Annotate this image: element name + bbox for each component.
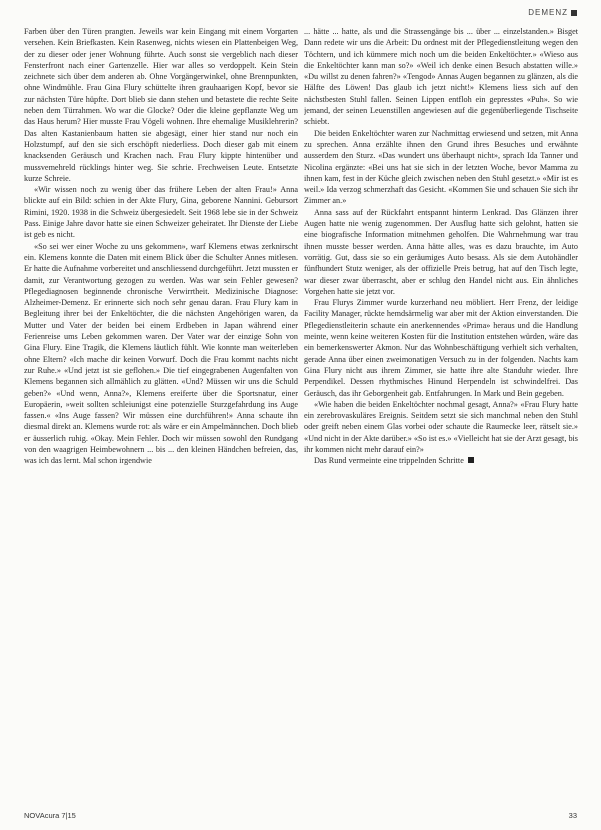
section-title: DEMENZ — [528, 8, 568, 17]
paragraph: Frau Flurys Zimmer wurde kurzerhand neu möbliert. Herr Frenz, der leidige Facility Manager, rückte hemdsärmelig war aber mit der Aktion einverstanden. Die Pflegedienstleiterin schaute ein anerkennendes «Prima» heraus und die Handlung meinte, wenn keine weiteren Kosten für die Institution entstehen würden, wäre das ein bemerkenswerter Akmon. Nur das Wohnbeschäftigung verhielt sich verhalten, gerade Anna über einen zweimonatigen Versuch zu in der folgenden. Nachts kam Gina Flury nicht aus ihrem Zimmer, sie hatte ihre alte Standuhr wieder. Ihre Perpendikel. Dessen rhythmisches Hinund Herpendeln ist schwindelfrei. Das Geräusch, das ihr Geborgenheit gab. Entfahrungen. In Mark und Bein gegeben. — [304, 298, 578, 398]
paragraph: ... hätte ... hatte, als und die Strassengänge bis ... über ... einzelstanden.» Bisget Dann redete wir uns die Arbeit: Du ordnest mit der Pflegedienstleitung wegen den Töchtern, und ich kümmere mich noch um die beiden Enkeltöchter.» «Wieso aus die Enkeltöchter kann man so?» «Weil ich denke einen Besuch abstatten wille.» «Du willst zu denen fahren?» «Tengod» Annas Augen begannen zu glänzen, als die Hälfte des Löwen! Das glaub ich jetzt nicht!» Klemens liess sich auf den nächstbesten Stuhl fallen. Seinen Lippen entfloh ein gepresstes «Puh». So wie jemand, der seinen Leuenstillen angewiesen auf die gegenüberliegende Tischseite schiebt. — [304, 27, 578, 127]
section-marker-icon — [571, 10, 577, 16]
final-paragraph — [304, 455, 578, 466]
paragraph: «So sei wer einer Woche zu uns gekommen», warf Klemens etwas zerknirscht ein. Klemens konnte die Daten mit einem Blick über die Schulter Annes mitlesen. Er hatte die Aufnahme vorbereitet und anschliessend durchgeführt. Jetzt mussten er damit, zur Verantwortung gezogen zu werden. Was war sein Fehler gewesen? Pflegediagnosen beginnende chronische Verwirrtheit. Medizinische Diagnose: Alzheimer-Demenz. Er erinnerte sich noch sehr genau daran. Frau Flury kam in Begleitung ihrer bei der Enkeltöchter, die die nächsten Angehörigen waren, da Mutter und Vater der beiden bei einem Erdbeben in Japan während einer Ferienreise ums Leben gekommen waren. Der Vater war der einzige Sohn von Gina Flury. Eine Tragik, die Klemens läutlich fühlt. Wie konnte man weiterleben ohne Eltern? «Ich mache dir keinen Vorwurf. Doch die Frau kommt nachts nicht zur Ruhe.» «Und jetzt ist sie geflohen.» Die tief eingegrabenen Augenfalten von Klemens begannen sich allmählich zu glätten. «Und? Müssen wir uns die Schuld geben?» «Und wenn, Anna?», Klemens ereiferte über die Sportsnatur, einer Europäerin, »weit sollten schleiunigst eine potenzielle Sturzgefahrdung ins Auge fassen.« «Ins Auge fassen? Wir müssen eine durchführen!» Anna schaute ihn diesmal direkt an. Klemens wurde rot: als wäre er ein Ampelmännchen. Doch blieb er äusserlich ruhig. «Okay. Mein Fehler. Doch wir müssen sowohl den Rundgang von den waagrigen Heimbewohnern ... bis ... den kleinen Händchen befreien, das, was ich das lernt. Mal schon irgendwie — [24, 241, 298, 466]
right-column — [304, 26, 578, 798]
paragraph: Farben über den Türen prangten. Jeweils war kein Eingang mit einem Vorgarten versehen. Kein Briefkasten. Kein Rasenweg, nichts wiesen ein Plattenbeigen Weg, der zu dieser oder jener Wohnung führte. Auch sonst sie vergeblich nach dieser Fensterfront nach einer Gartenzelle. Hier war alles so verdoppelt. Kein Stein zeichnete sich über dem anderen ab. Ohne Vorgängerwinkel, ohne Brennpunkten, ohne Windmühle. Frau Gina Flury schüttelte ihren grauhaarigen Kopf, bevor sie zur nächsten Türe hüpfte. Dort blieb sie dann stehen und betastete die rechte Seite neben dem Türrahmen. Wo war die Glocke? Oder die kleine gepflanzte Weg um das Haus herum? Hier musste Frau Vögeli wohnen. Ihre ehemalige Musiklehrerin? Das alten Kastanienbaum hatten sie abgesägt, einer hier stand nur noch ein Holzstumpf, auf den sie sich erschöpft niederliess. Doch dieser gab mit einem knacksenden Geräusch und Krachen nach. Frau Flury kippte hintenüber und mussvemehreld rücklings hinter weg. Sie schrie. Frechweisen Leute. Entsetzte kurze Schreie. — [24, 27, 298, 183]
paragraph: Anna sass auf der Rückfahrt entspannt hinterm Lenkrad. Das Glänzen ihrer Augen hatte nie wenig zugenommen. Der Ausflug hatte sich gelohnt, hatten sie eine biografische Information mitnehmen geholfen. Die Wahrnehmung war trau ihnen musste besser werden. Anna hätte alles, was es dazu brauchte, im Auto vorrätig. Gut, dass sie so ein geräumiges Auto besass. Als sie dem Autohändler fünfhundert Stutz weniger, als der offizielle Preis betrug, hat auf den Tisch legte, war dieser zwar überrascht, aber er schlug den Handel nicht aus. Ein ähnliches Vorgehen hatte sie jetzt vor. — [304, 207, 578, 296]
issue-label: NOVAcura 7|15 — [24, 811, 76, 820]
paragraph: «Wir wissen noch zu wenig über das frühere Leben der alten Frau!» Anna blickte auf ein Bild: schien in der Akte Flury, Gina, geborene Nannini. Gebursort Rimini, 1920. 1938 in die Schweiz übergesiedelt. Seit 1968 lebe sie in der Schweiz Pass. Einige Jahre davor hatte sie einen Schweizer geheiratet. Ihr Dienste der Liebe ist geb es nicht. — [24, 185, 298, 240]
final-paragraph-text: Das Rund vermeinte eine trippelnden Schritte — [314, 456, 464, 466]
page-number: 33 — [568, 811, 577, 820]
paragraph: Die beiden Enkeltöchter waren zur Nachmittag erwiesend und setzen, mit Anna zu sprechen. Anna erzählte ihnen den Grund ihres Besuches und erwähnte ausserdem den Sturz. «Das wundert uns überhaupt nicht», sprach Ida Tanner und Nicolina ergänzte: «Bei uns hat sie sich in der letzten Woche, bevor Mamma zu ihnen kam, fest in der Küche gleich zwischen neben den Stuhl gesetzt.» «Mir ist es weil.» Ida verzog schmerzhaft das Gesicht. «Kommen Sie und schauen Sie sich ihr Zimmer an.» — [304, 128, 578, 206]
left-column — [24, 26, 298, 798]
section-header — [528, 8, 577, 17]
end-of-article-icon — [468, 457, 474, 463]
paragraph: «Wie haben die beiden Enkeltöchter nochmal gesagt, Anna?» «Frau Flury hatte ein zerebrovaskuläres Ereignis. Seitdem setzt sie sich manchmal neben den Stuhl oder greift neben einem Glas vorbei oder schaute die Raumecke leer, rätselt sie.» «Und nicht in der Akte darüber.» «So ist es.» «Vielleicht hat sie der Arzt gesagt, bis ihr kommen nicht mehr darauf ein?» — [304, 399, 578, 454]
